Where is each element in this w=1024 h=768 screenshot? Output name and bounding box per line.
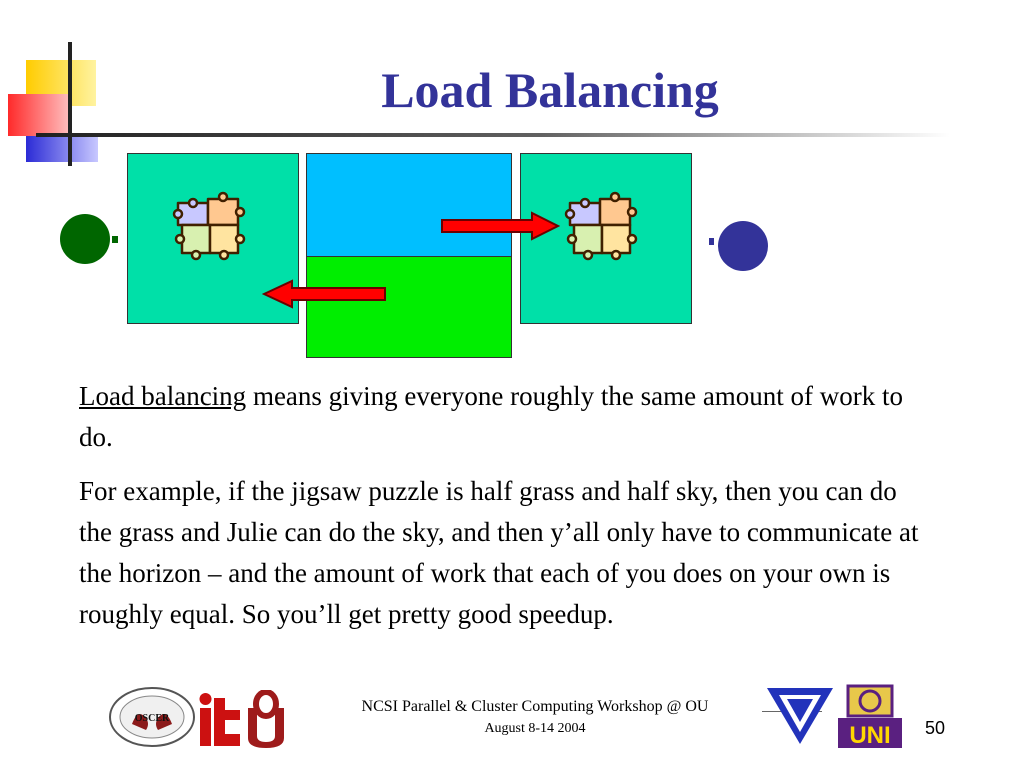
uni-logo bbox=[838, 682, 902, 748]
definition-paragraph bbox=[79, 376, 919, 458]
example-paragraph: For example, if the jigsaw puzzle is half grass and half sky, then you can do the grass and Julie can do the sky, and then y’all only have to communicate at the horizon – and the amount of work that each of you does on your own is roughly equal. So you’ll get pretty good speedup. bbox=[79, 476, 919, 629]
slide-title: Load Balancing bbox=[381, 62, 719, 118]
arrow-right-icon bbox=[440, 211, 560, 241]
title-decoration bbox=[0, 38, 110, 168]
person-right-icon bbox=[705, 220, 771, 272]
puzzle-pieces-icon bbox=[170, 185, 250, 265]
arrow-left-icon bbox=[262, 279, 387, 309]
svg-text:UNI: UNI bbox=[849, 722, 891, 748]
puzzle-pieces-icon bbox=[562, 185, 642, 265]
supercomputing-center-logo bbox=[108, 686, 196, 748]
definition-text: means giving everyone roughly the same amount of work to do. bbox=[79, 381, 904, 452]
term-load-balancing: Load balancing bbox=[79, 381, 247, 411]
person-left-icon bbox=[58, 212, 122, 266]
page-number: 50 bbox=[924, 718, 945, 738]
triangle-logo bbox=[765, 686, 835, 746]
svg-text:OSCER: OSCER bbox=[134, 713, 170, 724]
title-underline bbox=[36, 133, 950, 137]
slide-body bbox=[79, 376, 919, 648]
footer-workshop-title: NCSI Parallel & Cluster Computing Workshop @ OU bbox=[361, 698, 709, 715]
footer-date: August 8-14 2004 bbox=[484, 721, 586, 736]
it-logo bbox=[198, 690, 243, 748]
ou-logo bbox=[245, 690, 287, 748]
